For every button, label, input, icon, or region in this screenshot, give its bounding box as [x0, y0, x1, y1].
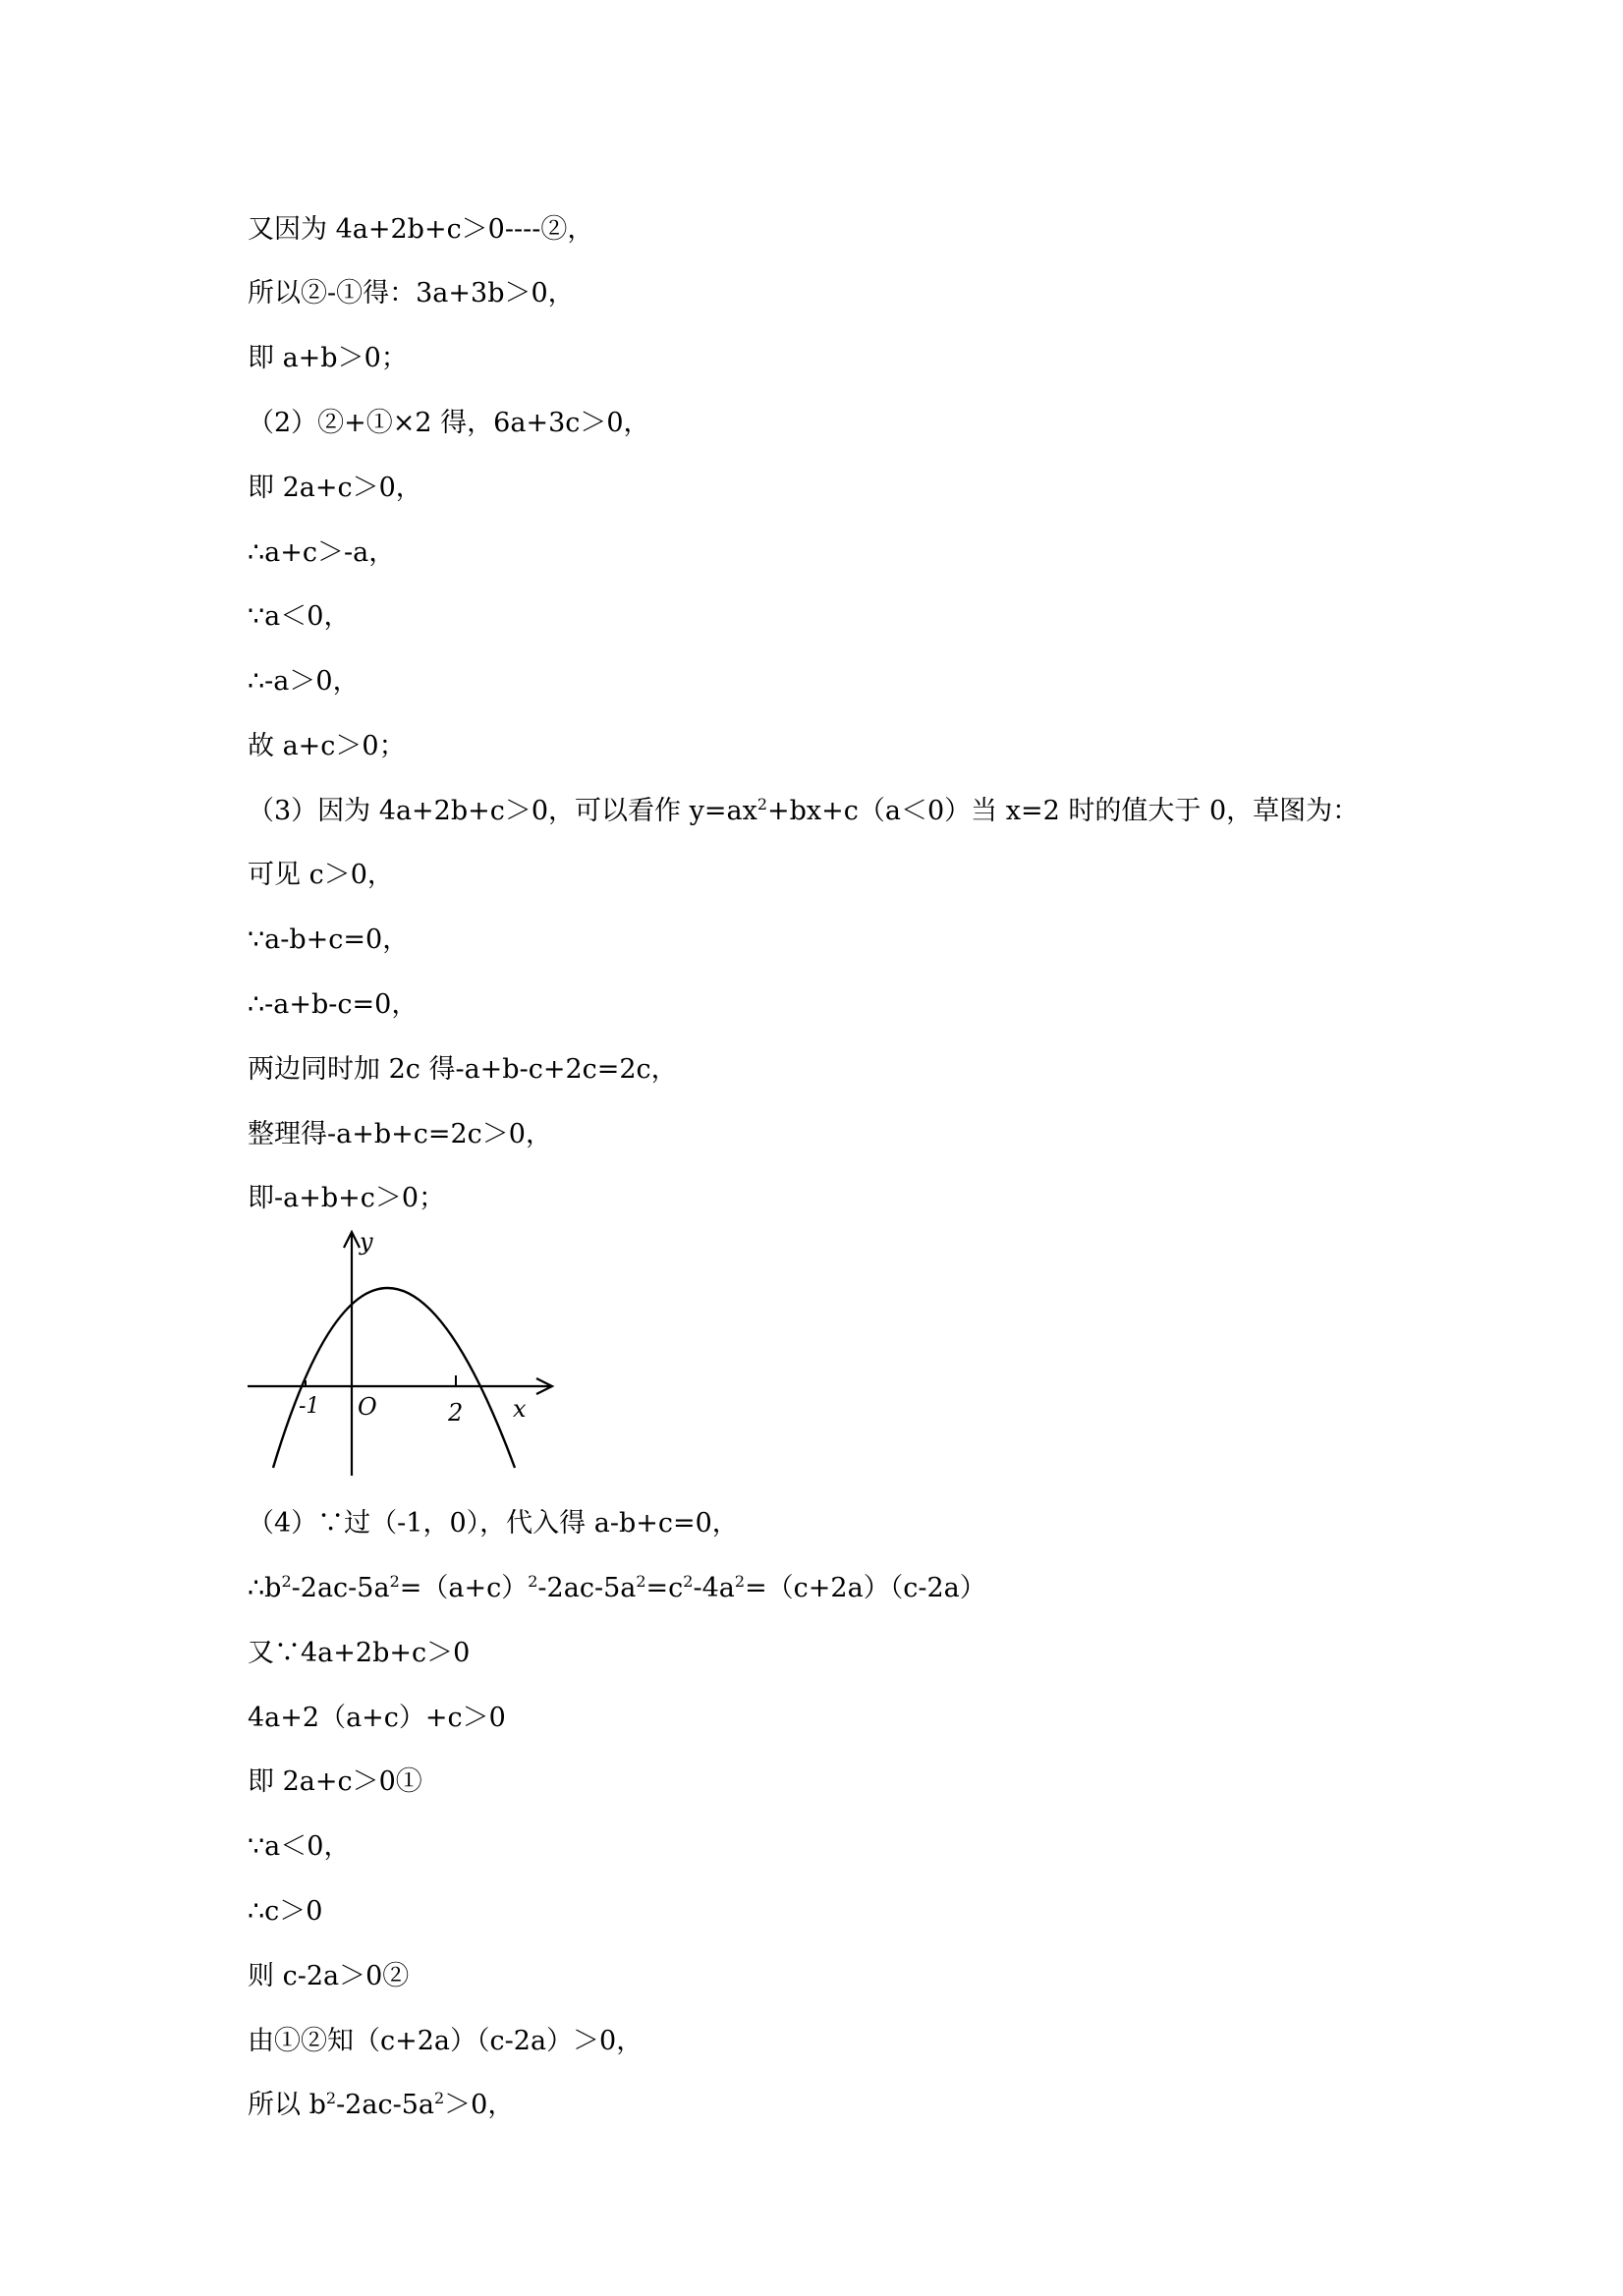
- text-line-26: [248, 2088, 514, 2123]
- text-line-22: ∵a＜0，: [248, 1831, 351, 1862]
- superscript: 2: [756, 795, 768, 813]
- text-line-15: 整理得-a+b+c=2c＞0，: [248, 1119, 552, 1149]
- text-line-5: 即 2a+c＞0，: [248, 473, 422, 503]
- superscript: 2: [528, 1572, 538, 1591]
- text-line-10: [248, 794, 1359, 829]
- text-line-25: 由①②知（c+2a）（c-2a）＞0，: [248, 2026, 644, 2056]
- superscript: 2: [636, 1572, 646, 1591]
- text-line-18: [248, 1571, 986, 1606]
- parabola-sketch: [244, 1226, 558, 1482]
- text-line-13: ∴-a+b-c=0，: [248, 989, 419, 1020]
- text-segment: ∴b: [248, 1573, 282, 1603]
- text-segment: -2ac-5a: [537, 1573, 637, 1603]
- text-line-11: 可见 c＞0，: [248, 860, 394, 890]
- text-line-24: 则 c-2a＞0②: [248, 1961, 410, 1991]
- text-line-9: 故 a+c＞0；: [248, 731, 406, 761]
- origin-label: O: [358, 1393, 377, 1421]
- text-line-21: 即 2a+c＞0①: [248, 1766, 422, 1797]
- tick-label-neg1: -1: [299, 1394, 320, 1419]
- text-segment: =（c+2a）（c-2a）: [745, 1573, 986, 1603]
- text-line-16: 即-a+b+c＞0；: [248, 1183, 446, 1213]
- text-line-4: （2）②+①×2 得，6a+3c＞0，: [248, 408, 650, 438]
- text-segment: +bx+c（a＜0）当 x=2 时的值大于 0，草图为：: [767, 796, 1360, 826]
- text-line-6: ∴a+c＞-a，: [248, 537, 396, 568]
- text-line-8: ∴-a＞0，: [248, 666, 360, 697]
- text-segment: 所以 b: [248, 2090, 326, 2120]
- text-line-1: 又因为 4a+2b+c＞0----②，: [248, 214, 594, 245]
- parabola-graph-svg: [244, 1226, 558, 1482]
- text-line-14: 两边同时加 2c 得-a+b-c+2c=2c，: [248, 1054, 678, 1085]
- text-line-3: 即 a+b＞0；: [248, 343, 408, 373]
- text-segment: =（a+c）: [399, 1573, 529, 1603]
- parabola-curve: [273, 1288, 515, 1468]
- text-segment: -2ac-5a: [336, 2090, 434, 2120]
- text-line-20: 4a+2（a+c）+c＞0: [248, 1703, 506, 1733]
- text-segment: -4a: [693, 1573, 735, 1603]
- superscript: 2: [325, 2089, 337, 2107]
- text-line-7: ∵a＜0，: [248, 601, 351, 632]
- text-line-12: ∵a-b+c=0，: [248, 924, 410, 955]
- text-segment: =c: [645, 1573, 684, 1603]
- superscript: 2: [433, 2089, 445, 2107]
- superscript: 2: [734, 1572, 746, 1591]
- text-line-17: （4）∵过（-1，0），代入得 a-b+c=0，: [248, 1508, 739, 1539]
- tick-label-2: 2: [448, 1399, 464, 1427]
- text-line-23: ∴c＞0: [248, 1896, 323, 1927]
- text-segment: （3）因为 4a+2b+c＞0，可以看作 y=ax: [248, 796, 757, 826]
- text-segment: ＞0，: [444, 2090, 515, 2120]
- text-line-2: 所以②-①得：3a+3b＞0，: [248, 278, 575, 308]
- y-axis-label: y: [360, 1228, 373, 1256]
- superscript: 2: [389, 1572, 400, 1591]
- text-line-19: 又∵4a+2b+c＞0: [248, 1638, 471, 1668]
- superscript: 2: [683, 1572, 694, 1591]
- text-segment: -2ac-5a: [291, 1573, 390, 1603]
- x-axis-label: x: [513, 1395, 527, 1423]
- superscript: 2: [281, 1572, 292, 1591]
